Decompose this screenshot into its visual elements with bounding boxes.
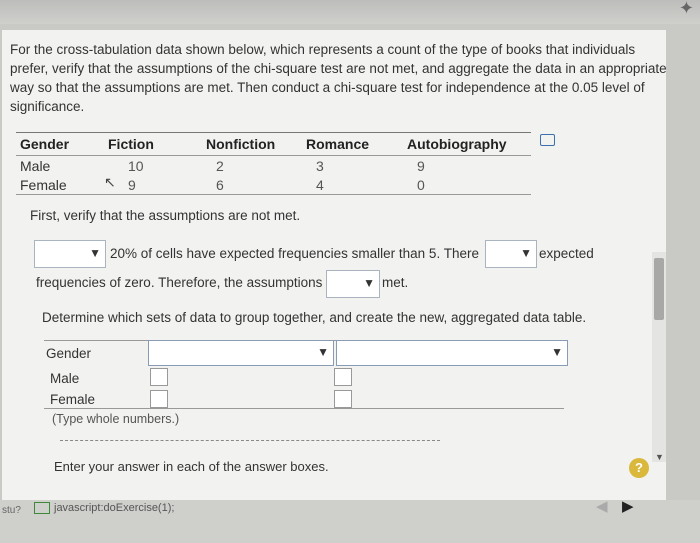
sentence-part-1: 20% of cells have expected frequencies smaller than 5. There: [110, 246, 479, 261]
cell: 9: [417, 157, 425, 174]
table-row: [16, 156, 531, 176]
cell: 0: [403, 175, 531, 195]
chevron-down-icon: ▼: [551, 345, 563, 359]
status-url: javascript:doExercise(1);: [54, 502, 175, 514]
agg-row-female: Female: [50, 392, 96, 407]
scrollbar[interactable]: [652, 252, 666, 462]
row-label: Female: [16, 175, 104, 195]
female-col1-input[interactable]: [150, 390, 168, 408]
female-col2-input[interactable]: [334, 390, 352, 408]
table-header-row: [16, 133, 531, 156]
table-copy-icon[interactable]: [540, 134, 555, 146]
verify-instruction: First, verify that the assumptions are not met.: [30, 208, 301, 223]
table-row: [16, 175, 531, 195]
puzzle-icon[interactable]: ✦: [678, 0, 694, 18]
question-text: For the cross-tabulation data shown below, which represents a count of the type of books that individuals prefer, verify that the assumptions of the chi-square test are not met, and aggregate the data in an appropriate way so that the assumptions are met. Then conduct a chi-square test for independence at the 0.05 level of significance.: [10, 42, 667, 114]
cell: 10: [128, 157, 144, 174]
help-button[interactable]: ?: [629, 458, 649, 478]
mouse-cursor-icon: ↖: [104, 174, 116, 190]
next-arrow-icon[interactable]: ▶: [622, 498, 634, 515]
agg-row-male: Male: [50, 371, 80, 386]
male-col2-input[interactable]: [334, 368, 352, 386]
sentence-part-3: frequencies of zero. Therefore, the assumptions: [36, 275, 323, 290]
browser-top-bar: [0, 0, 700, 24]
percent-dropdown[interactable]: [34, 240, 106, 268]
header-romance: Romance: [302, 133, 403, 156]
header-nonfiction: Nonfiction: [202, 133, 302, 156]
agg-column-2-dropdown[interactable]: [336, 340, 568, 366]
agg-header-gender: Gender: [46, 346, 92, 361]
chevron-down-icon: ▼: [363, 276, 375, 290]
agg-table-bottom-border: [44, 408, 564, 409]
previous-arrow-icon[interactable]: ◀: [596, 498, 608, 515]
agg-column-1-dropdown[interactable]: [148, 340, 334, 366]
assumptions-dropdown[interactable]: [326, 270, 380, 298]
cell: 9: [104, 175, 202, 195]
chevron-down-icon: ▼: [89, 246, 101, 260]
sentence-part-4: met.: [382, 275, 409, 290]
chevron-down-icon: ▼: [317, 345, 329, 359]
crosstab-table: [16, 132, 531, 195]
sentence-part-2: expected: [539, 246, 594, 261]
row-label: Male: [20, 157, 51, 174]
status-bar: [34, 502, 274, 517]
header-fiction: Fiction: [104, 133, 202, 156]
enter-answer-text: Enter your answer in each of the answer boxes.: [54, 459, 329, 474]
aggregate-instruction: Determine which sets of data to group together, and create the new, aggregated data table.: [42, 310, 587, 325]
scroll-down-icon[interactable]: ▼: [655, 452, 664, 462]
chevron-down-icon: ▼: [520, 246, 532, 260]
cell: 2: [216, 157, 224, 174]
hidden-text-divider: [60, 440, 440, 443]
header-gender: Gender: [16, 133, 104, 156]
cell: 6: [202, 175, 302, 195]
male-col1-input[interactable]: [150, 368, 168, 386]
cell: 3: [316, 157, 324, 174]
thumbs-up-icon: [34, 502, 50, 514]
scroll-thumb[interactable]: [654, 258, 664, 320]
are-dropdown[interactable]: [485, 240, 537, 268]
cell: 4: [302, 175, 403, 195]
bottom-left-label: stu?: [2, 505, 21, 516]
whole-numbers-note: (Type whole numbers.): [52, 412, 180, 426]
header-autobiography: Autobiography: [403, 133, 531, 156]
